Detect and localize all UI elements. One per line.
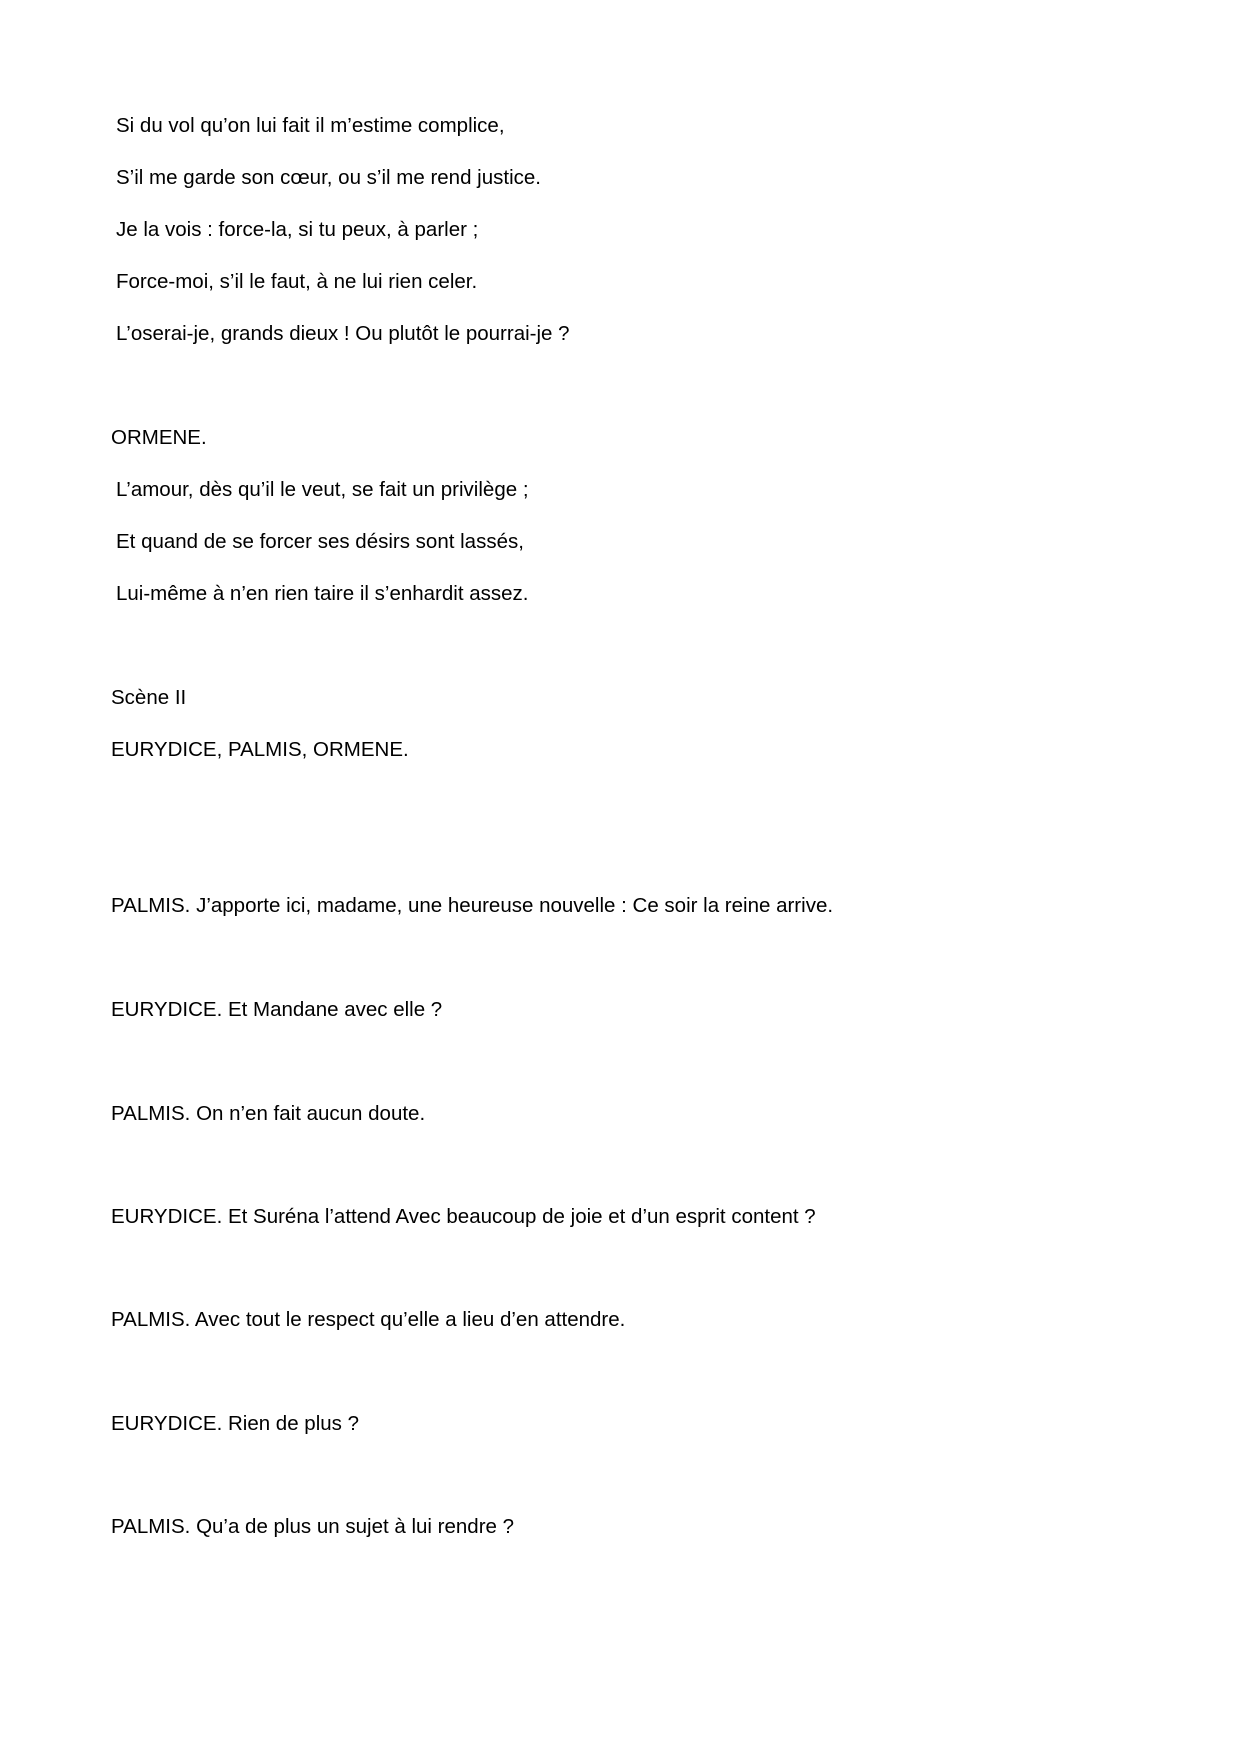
verse-line: Je la vois : force-la, si tu peux, à parler ;	[116, 218, 479, 241]
verse-line: Et quand de se forcer ses désirs sont lassés,	[116, 530, 524, 553]
scene-characters: EURYDICE, PALMIS, ORMENE.	[111, 738, 409, 761]
verse-line: Force-moi, s’il le faut, à ne lui rien celer.	[116, 270, 478, 293]
dialogue-line: PALMIS. Qu’a de plus un sujet à lui rendre ?	[111, 1515, 515, 1538]
verse-line: Si du vol qu’on lui fait il m’estime complice,	[116, 114, 505, 137]
dialogue-line: EURYDICE. Et Mandane avec elle ?	[111, 998, 443, 1021]
dialogue-line: PALMIS. Avec tout le respect qu’elle a lieu d’en attendre.	[111, 1308, 626, 1331]
verse-line: L’amour, dès qu’il le veut, se fait un privilège ;	[116, 478, 529, 501]
dialogue-line: PALMIS. J’apporte ici, madame, une heureuse nouvelle : Ce soir la reine arrive.	[111, 894, 834, 917]
speaker-name: ORMENE.	[111, 426, 207, 449]
dialogue-line: EURYDICE. Rien de plus ?	[111, 1412, 360, 1435]
dialogue-line: EURYDICE. Et Suréna l’attend Avec beaucoup de joie et d’un esprit content ?	[111, 1205, 816, 1228]
verse-line: L’oserai-je, grands dieux ! Ou plutôt le pourrai-je ?	[116, 322, 570, 345]
dialogue-line: PALMIS. On n’en fait aucun doute.	[111, 1102, 426, 1125]
verse-line: Lui-même à n’en rien taire il s’enhardit assez.	[116, 582, 529, 605]
scene-title: Scène II	[111, 686, 187, 709]
verse-line: S’il me garde son cœur, ou s’il me rend justice.	[116, 166, 541, 189]
